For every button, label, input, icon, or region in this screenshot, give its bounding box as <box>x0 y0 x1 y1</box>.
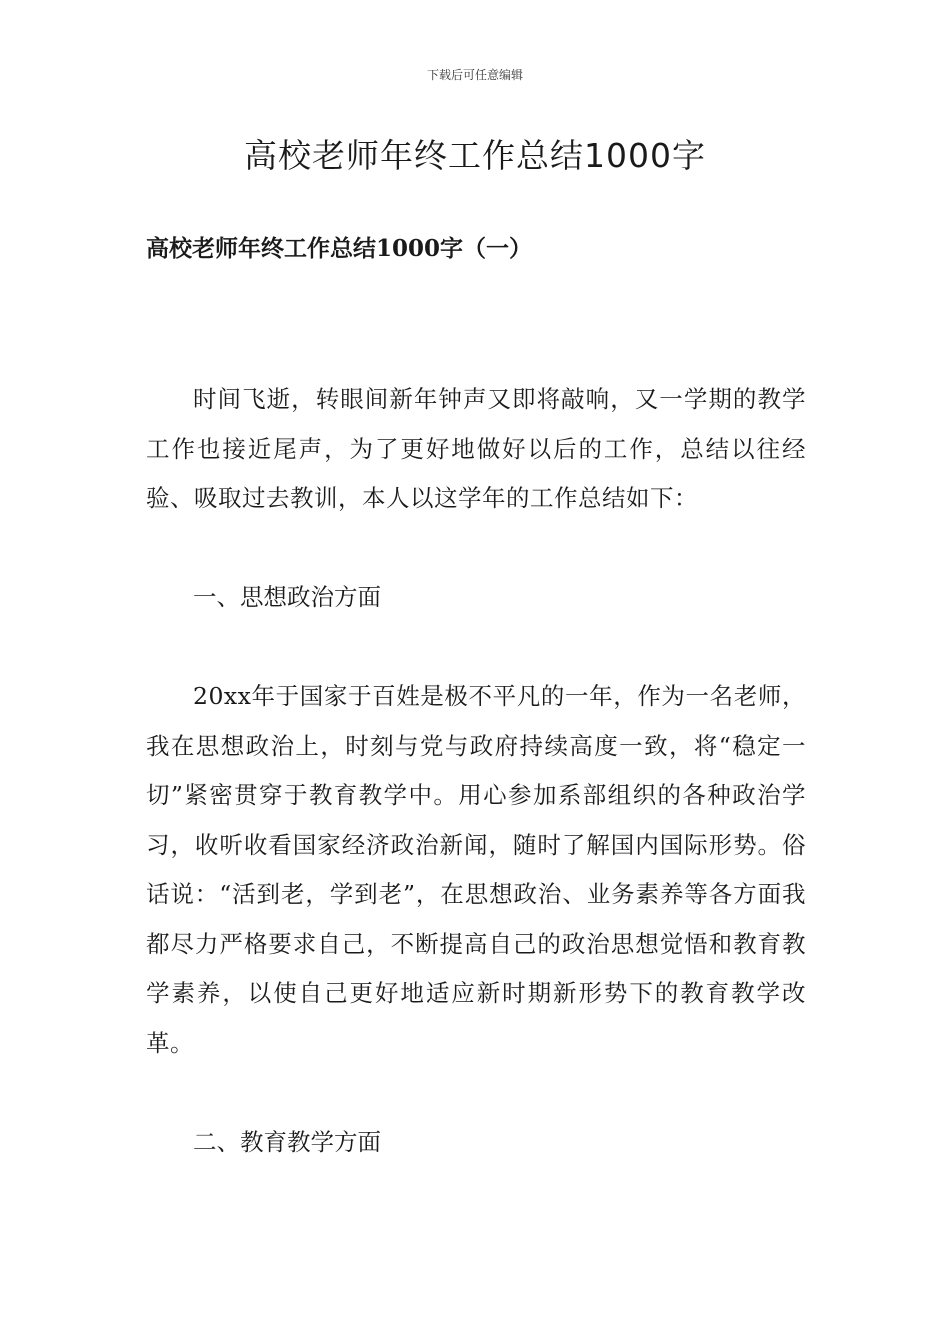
paragraph-spacer <box>146 524 806 574</box>
paragraph-spacer <box>146 623 806 673</box>
paragraph-spacer <box>146 1068 806 1118</box>
header-note: 下载后可任意编辑 <box>426 68 523 82</box>
intro-paragraph: 时间飞逝，转眼间新年钟声又即将敲响，又一学期的教学工作也接近尾声，为了更好地做好以后的工作，总结以往经验、吸取过去教训，本人以这学年的工作总结如下： <box>146 385 806 512</box>
heading-teaching: 二、教育教学方面 <box>193 1127 381 1156</box>
section-title: 高校老师年终工作总结1000字（一） <box>146 235 533 262</box>
document-title: 高校老师年终工作总结1000字 <box>244 136 706 175</box>
politics-paragraph: 20xx年于国家于百姓是极不平凡的一年，作为一名老师，我在思想政治上，时刻与党与政府持续高度一致，将“稳定一切”紧密贯穿于教育教学中。用心参加系部组织的各种政治学习，收听收看国家经济政治新闻，随时了解国内国际形势。俗话说：“活到老，学到老”，在思想政治、业务素养等各方面我都尽力严格要求自己，不断提高自己的政治思想觉悟和教育教学素养，以使自己更好地适应新时期新形势下的教育教学改革。 <box>146 682 806 1057</box>
heading-politics: 一、思想政治方面 <box>193 583 381 611</box>
document-body <box>146 375 806 1167</box>
